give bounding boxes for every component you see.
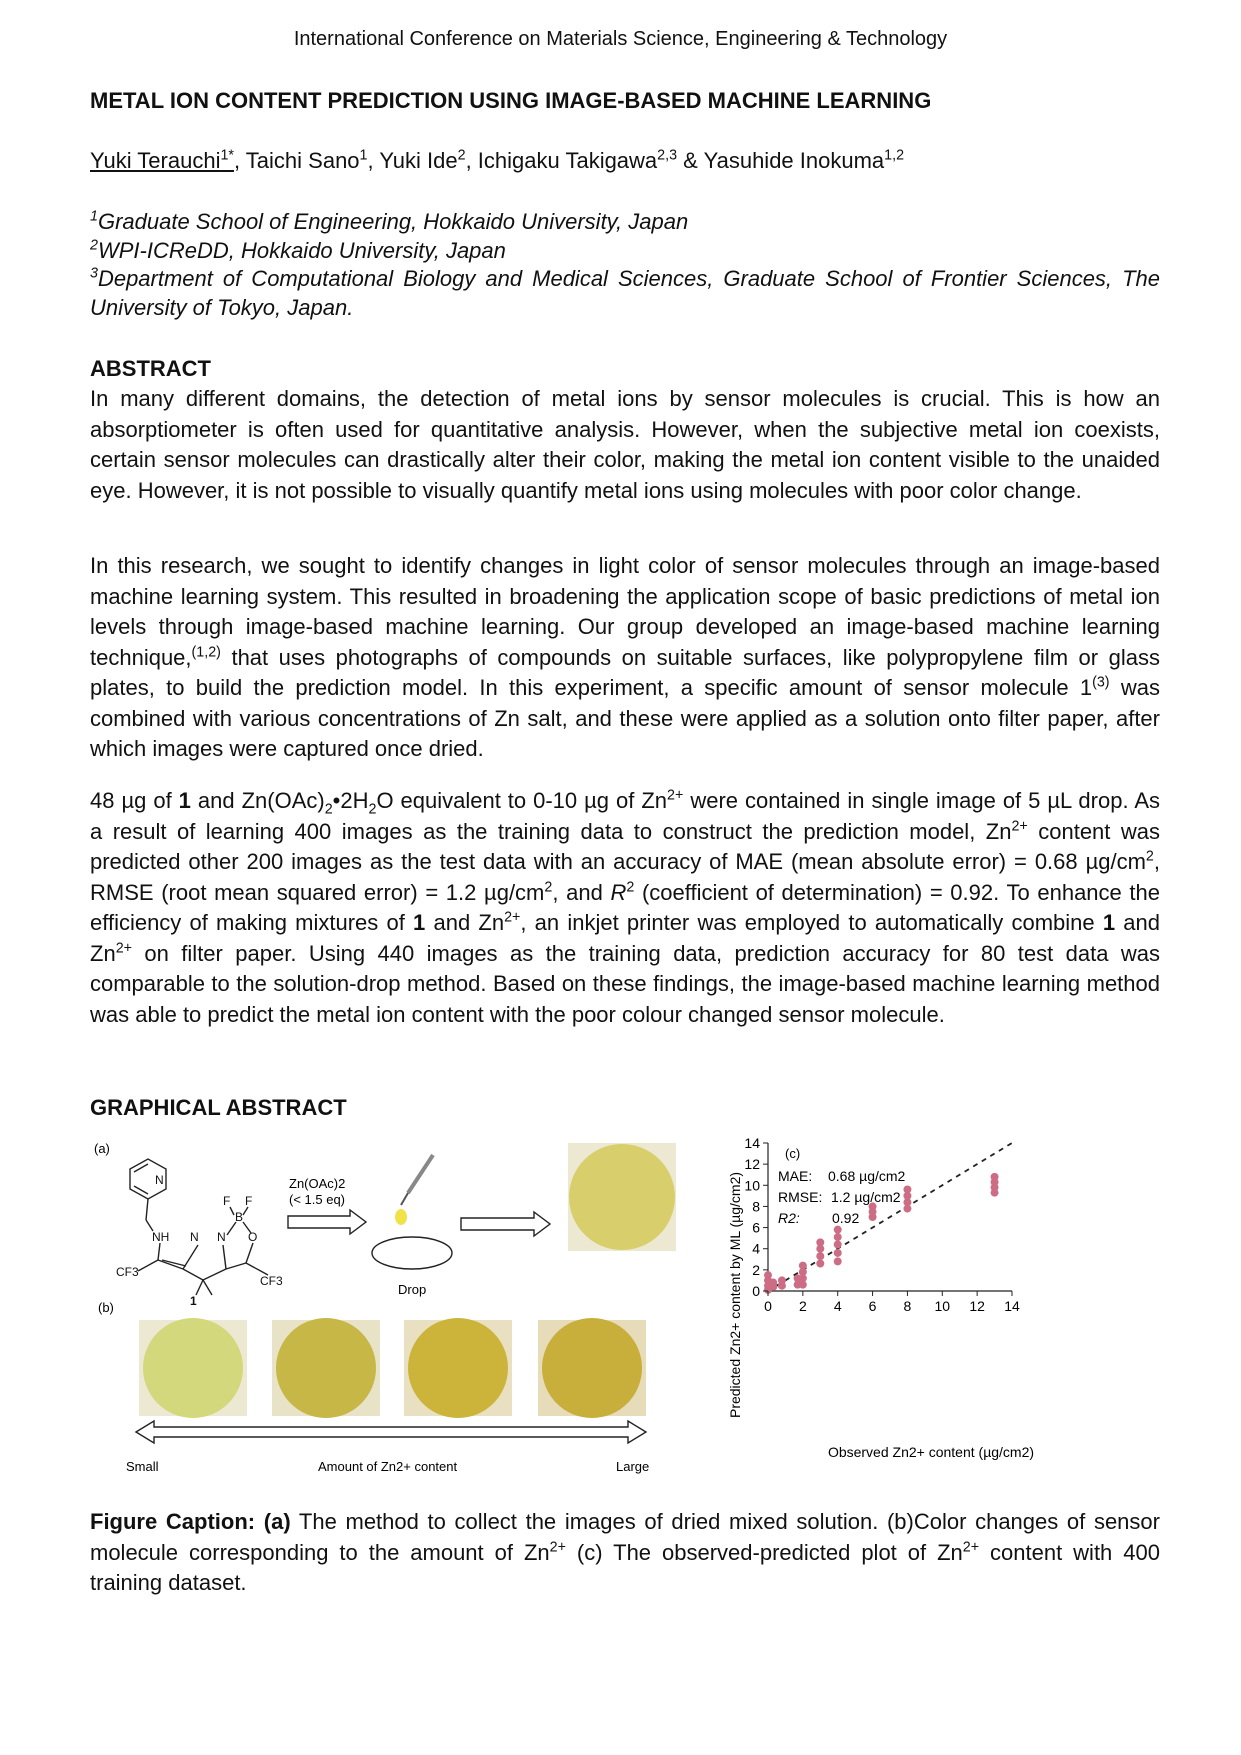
- x-tick-label: 14: [1004, 1298, 1020, 1314]
- rmse-label: RMSE:: [778, 1189, 823, 1205]
- droplet: [395, 1209, 407, 1225]
- data-point: [834, 1249, 842, 1257]
- author-list: Yuki Terauchi$^{1*}$, Taichi Sano$^1$, Yuki Ide$^2$, Ichigaku Takigawa$^{2,3}$ & Yasuhide Inokuma$^{1,2}$: [90, 147, 905, 173]
- data-point: [799, 1262, 807, 1270]
- bond: [183, 1269, 203, 1280]
- mol-nh: NH: [152, 1230, 170, 1244]
- reagent-line-2: (< 1.5 eq): [289, 1192, 346, 1207]
- scatter-chart: [727, 1135, 1034, 1460]
- bond: [138, 1260, 158, 1271]
- x-tick-label: 6: [868, 1298, 877, 1314]
- abstract-paragraph-1: In many different domains, the detection of metal ions by sensor molecules is crucial. This is how an absorptiometer is often used for quantitative analysis. However, when the subjective metal ion coexists, certain sensor molecules can drastically alter their color, making the metal ion content visible to the unaided eye. However, it is not possible to visually quantify metal ions using molecules with poor color change.: [90, 386, 1160, 503]
- data-point: [903, 1186, 911, 1194]
- metrics-legend: [778, 1168, 906, 1226]
- bond: [203, 1269, 226, 1280]
- molecule-structure: [130, 1159, 268, 1295]
- x-tick-label: 4: [833, 1298, 842, 1314]
- arrow-add-reagent: [288, 1210, 366, 1234]
- abstract-paragraph-2: In this research, we sought to identify changes in light color of sensor molecules through an image-based machine learning system. This resulted in broadening the application scope of basic predictions of metal ion levels through image-based machine learning. Our group developed an image-based machine learning technique,$^{(1,2)}$ that uses photographs of compounds on suitable surfaces, like polypropylene film or glass plates, to build the prediction model. In this experiment, a specific amount of sensor molecule 1$^{(3)}$ was combined with various concentrations of Zn salt, and these were applied as a solution onto filter paper, after which images were captured once dried.: [90, 553, 1160, 761]
- figure-caption: Figure Caption: (a) The method to collect the images of dried mixed solution. (b)Color changes of sensor molecule corresponding to the amount of $Zn^{2+}$ (c) The observed-predicted plot of $Zn^{2+}$ content with 400 training dataset.: [90, 1509, 1160, 1595]
- bond: [223, 1245, 226, 1269]
- arrow-dry: [461, 1212, 550, 1236]
- data-point: [834, 1233, 842, 1241]
- data-point: [769, 1279, 777, 1287]
- amount-small-label: Small: [126, 1459, 159, 1474]
- mol-o: O: [248, 1230, 258, 1244]
- data-point: [764, 1271, 772, 1279]
- x-tick-label: 2: [798, 1298, 807, 1314]
- x-tick-label: 12: [969, 1298, 985, 1314]
- panel-a-label: (a): [94, 1141, 110, 1156]
- dried-spot: [569, 1144, 675, 1250]
- x-tick-label: 8: [903, 1298, 912, 1314]
- y-tick-label: 14: [744, 1135, 760, 1151]
- mol-cf3-right: CF3: [260, 1274, 283, 1288]
- pipette-icon: [395, 1155, 433, 1225]
- mol-n-pyridine: N: [155, 1173, 164, 1187]
- x-tick-label: 0: [764, 1298, 772, 1314]
- sample-spot-2: [276, 1318, 376, 1418]
- amount-arrow: [136, 1421, 646, 1443]
- data-point: [834, 1257, 842, 1265]
- y-tick-label: 12: [744, 1156, 760, 1173]
- bf-bond: [230, 1207, 234, 1215]
- y-tick-label: 2: [752, 1261, 760, 1278]
- mol-f1: F: [223, 1194, 231, 1208]
- data-point: [816, 1238, 824, 1246]
- affiliation-1: $^1$Graduate School of Engineering, Hokkaido University, Japan: [90, 208, 689, 234]
- x-tick-label: 10: [934, 1298, 951, 1314]
- data-point: [778, 1276, 786, 1284]
- y-tick-label: 10: [744, 1177, 760, 1194]
- r2-value: 0.92: [832, 1210, 860, 1226]
- paper-title: METAL ION CONTENT PREDICTION USING IMAGE-BASED MACHINE LEARNING: [90, 88, 932, 113]
- panel-b-label: (b): [98, 1300, 114, 1315]
- abstract-paragraph-3: 48 µg of 1 and $Zn(OAc)_2•2H_2O$ equivalent to 0-10 µg of $Zn^{2+}$ were contained in single image of 5 µL drop. As a result of learning 400 images as the training data to construct the prediction model, $Zn^{2+}$ content was predicted other 200 images as the test data with an accuracy of MAE (mean absolute error) = 0.68 $\mu g/cm^2$, RMSE (root mean squared error) = 1.2 $\mu g/cm^2$, and $R^2$ (coefficient of determination) = 0.92. To enhance the efficiency of making mixtures of 1 and $Zn^{2+}$, an inkjet printer was employed to automatically combine 1 and $Zn^{2+}$ on filter paper. Using 440 images as the training data, prediction accuracy for 80 test data was comparable to the solution-drop method. Based on these findings, the image-based machine learning method was able to predict the metal ion content with the poor colour changed sensor molecule.: [90, 787, 1161, 1027]
- data-point: [991, 1173, 999, 1181]
- presenting-author: Yuki Terauchi$^{1*}$: [90, 147, 234, 173]
- drop-label: Drop: [398, 1282, 427, 1297]
- data-point: [816, 1260, 824, 1268]
- methyl: [203, 1280, 212, 1295]
- y-axis-label: Predicted Zn2+ content by ML (µg/cm2): [727, 1171, 743, 1419]
- bf-bond: [243, 1207, 248, 1215]
- data-point: [816, 1252, 824, 1260]
- bond: [158, 1243, 160, 1260]
- mol-cf3-left: CF3: [116, 1265, 139, 1279]
- figure-svg: [88, 1135, 1148, 1500]
- mol-n2: N: [217, 1230, 226, 1244]
- amount-large-label: Large: [616, 1459, 650, 1474]
- amount-mid-label: Amount of Zn2+ content: [318, 1459, 458, 1474]
- graphical-abstract-heading: GRAPHICAL ABSTRACT: [90, 1095, 347, 1120]
- bond: [246, 1243, 253, 1263]
- mol-f2: F: [245, 1194, 253, 1208]
- affiliation-3: $^3$Department of Computational Biology and Medical Sciences, Graduate School of Frontier Sciences, The University of Tokyo, Japan.: [90, 265, 1160, 320]
- graphical-abstract-figure: [88, 1135, 1148, 1500]
- rmse-value: 1.2 µg/cm2: [831, 1189, 901, 1205]
- bond: [183, 1245, 198, 1269]
- data-point: [834, 1226, 842, 1234]
- conference-header: International Conference on Materials Science, Engineering & Technology: [293, 28, 948, 50]
- y-tick-label: 0: [752, 1283, 760, 1299]
- abstract-heading: ABSTRACT: [90, 356, 211, 381]
- plot-area: [764, 1143, 1012, 1294]
- x-axis-label: Observed Zn2+ content (µg/cm2): [827, 1444, 1035, 1460]
- ch2-bond: [146, 1199, 148, 1220]
- sample-spot-3: [408, 1318, 508, 1418]
- y-tick-label: 6: [752, 1219, 760, 1236]
- mol-b: B: [235, 1210, 244, 1224]
- drop-spot-outline: [372, 1237, 452, 1269]
- mae-value: 0.68 µg/cm2: [828, 1168, 906, 1184]
- panel-c-label: (c): [785, 1146, 801, 1161]
- compound-number: 1: [190, 1294, 197, 1308]
- affiliation-2: $^2$WPI-ICReDD, Hokkaido University, Japan: [90, 237, 506, 263]
- y-tick-label: 8: [752, 1198, 760, 1215]
- methyl: [196, 1280, 203, 1295]
- reagent-line-1: Zn(OAc)2: [289, 1176, 346, 1191]
- sample-spot-4: [542, 1318, 642, 1418]
- mae-label: MAE:: [778, 1168, 813, 1184]
- sample-spot-1: [143, 1318, 243, 1418]
- r2-label: R2:: [778, 1210, 800, 1226]
- affiliations: [90, 208, 1160, 322]
- mol-n1: N: [190, 1230, 199, 1244]
- y-tick-label: 4: [752, 1240, 760, 1257]
- data-point: [834, 1240, 842, 1248]
- bond: [226, 1263, 246, 1269]
